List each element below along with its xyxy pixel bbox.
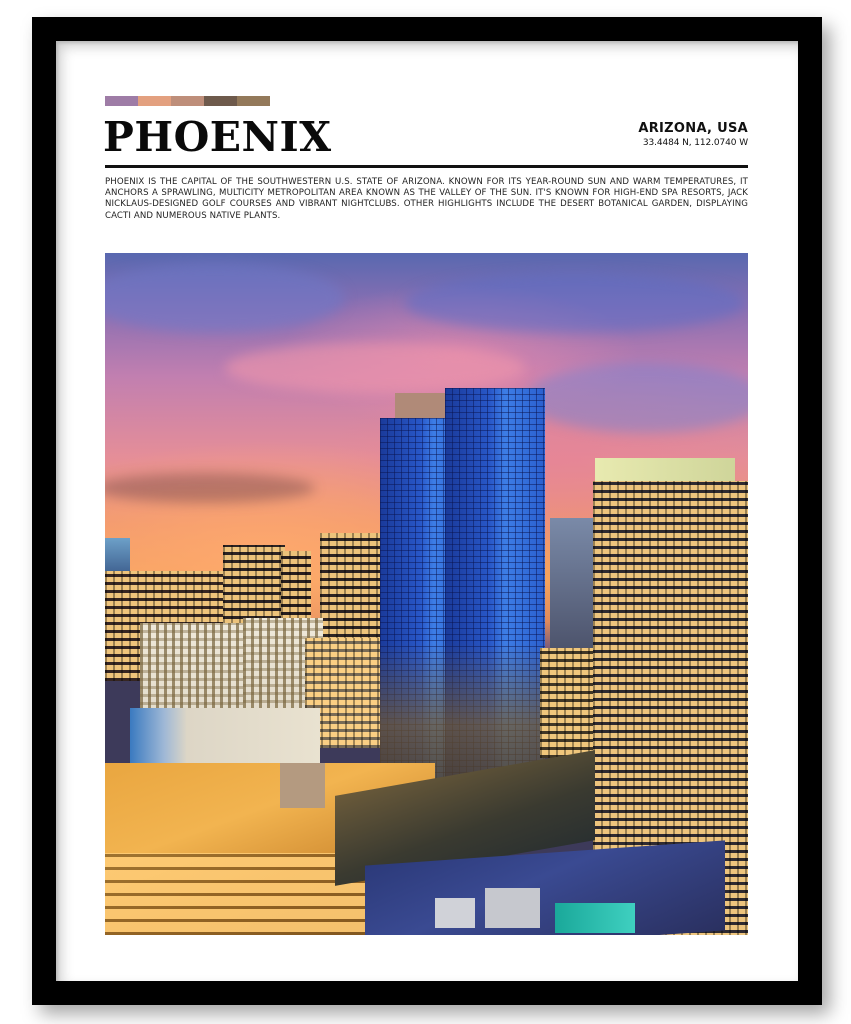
cloud (525, 363, 748, 433)
city-description: PHOENIX IS THE CAPITAL OF THE SOUTHWESTERN U.S. STATE OF ARIZONA. KNOWN FOR ITS YEAR-ROUND SUN AND WARM TEMPERATURES, IT ANCHORS A SPRAWLING, MULTICITY METROPOLITAN AREA KNOWN AS THE VALLEY OF THE SUN. IT'S KNOWN FOR HIGH-END SPA RESORTS, JACK NICKLAUS-DESIGNED GOLF COURSES AND VIBRANT NIGHTCLUBS. OTHER HIGHLIGHTS INCLUDE THE DESERT BOTANICAL GARDEN, DISPLAYING CACTI AND NUMEROUS NATIVE PLANTS. (105, 177, 748, 221)
location-block (638, 121, 748, 149)
palette-swatch-2 (138, 96, 171, 106)
poster-mat (56, 41, 798, 981)
hvac-unit (435, 898, 475, 928)
palette-swatch-5 (237, 96, 270, 106)
cloud (225, 343, 525, 393)
skyline-photo (105, 253, 748, 935)
palette-swatch-3 (171, 96, 204, 106)
building (550, 518, 595, 658)
color-palette (105, 96, 270, 106)
cloud (105, 263, 345, 333)
tower-crown (595, 458, 735, 483)
cloud (405, 273, 745, 333)
convention-building (130, 708, 320, 768)
hvac-unit (485, 888, 540, 928)
header-divider (105, 165, 748, 168)
stair-tower (280, 763, 325, 808)
rooftop-light (555, 903, 635, 933)
palette-swatch-1 (105, 96, 138, 106)
poster-frame (32, 17, 822, 1005)
building (320, 533, 380, 653)
city-title: PHOENIX (103, 113, 332, 161)
hotel-building (140, 623, 248, 718)
location-coordinates: 33.4484 N, 112.0740 W (642, 138, 748, 148)
cloud (105, 473, 315, 503)
building (540, 648, 595, 758)
location-state: ARIZONA, USA (638, 121, 748, 136)
palette-swatch-4 (204, 96, 237, 106)
